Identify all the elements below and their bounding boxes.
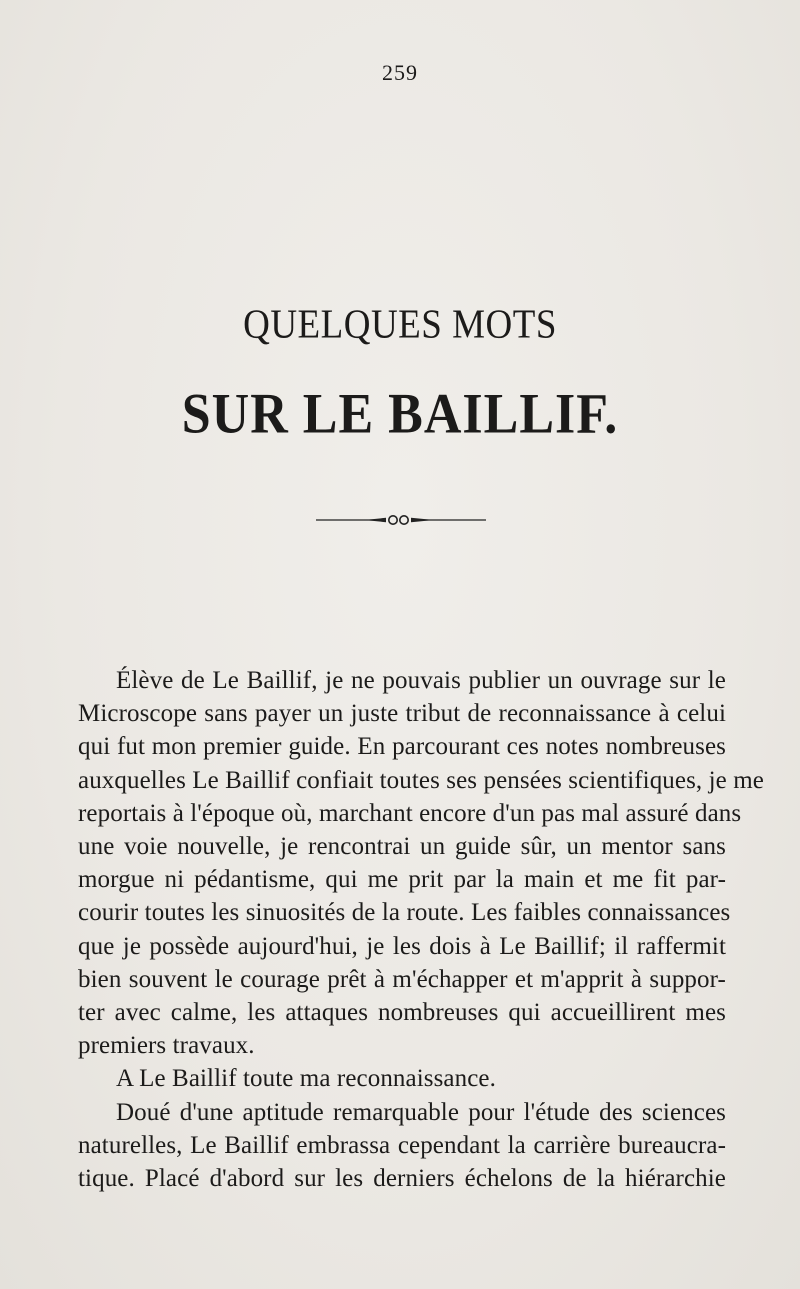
- body-text: [78, 664, 764, 1195]
- text-line: morgue ni pédantisme, qui me prit par la main et me fit par-: [78, 866, 726, 894]
- text-line: auxquelles Le Baillif confiait toutes ses pensées scientifiques, je me: [78, 766, 764, 794]
- text-line: que je possède aujourd'hui, je les dois à Le Baillif; il raffermit: [78, 932, 726, 960]
- page-number: 259: [382, 60, 418, 85]
- text-line: Doué d'une aptitude remarquable pour l'étude des sciences: [116, 1098, 726, 1126]
- chapter-title-line-1: QUELQUES MOTS: [243, 301, 557, 348]
- text-line: une voie nouvelle, je rencontrai un guide sûr, un mentor sans: [78, 833, 726, 861]
- text-line: courir toutes les sinuosités de la route. Les faibles connaissances: [78, 899, 731, 927]
- text-line: Élève de Le Baillif, je ne pouvais publier un ouvrage sur le: [116, 667, 726, 694]
- text-line: A Le Baillif toute ma reconnaissance.: [116, 1065, 496, 1093]
- text-line: tique. Placé d'abord sur les derniers échelons de la hiérarchie: [78, 1165, 726, 1193]
- text-line: bien souvent le courage prêt à m'échapper et m'apprit à suppor-: [78, 965, 726, 993]
- text-line: Microscope sans payer un juste tribut de reconnaissance à celui: [78, 700, 726, 728]
- text-line: ter avec calme, les attaques nombreuses qui accueillirent mes: [78, 999, 726, 1027]
- text-line: qui fut mon premier guide. En parcourant ces notes nombreuses: [78, 733, 726, 761]
- text-line: premiers travaux.: [78, 1032, 255, 1060]
- text-line: naturelles, Le Baillif embrassa cependant la carrière bureaucra-: [78, 1131, 726, 1159]
- chapter-title-line-2: SUR LE BAILLIF.: [181, 383, 619, 446]
- ornament-divider-icon: [316, 512, 486, 528]
- text-line: reportais à l'époque où, marchant encore d'un pas mal assuré dans: [78, 799, 742, 827]
